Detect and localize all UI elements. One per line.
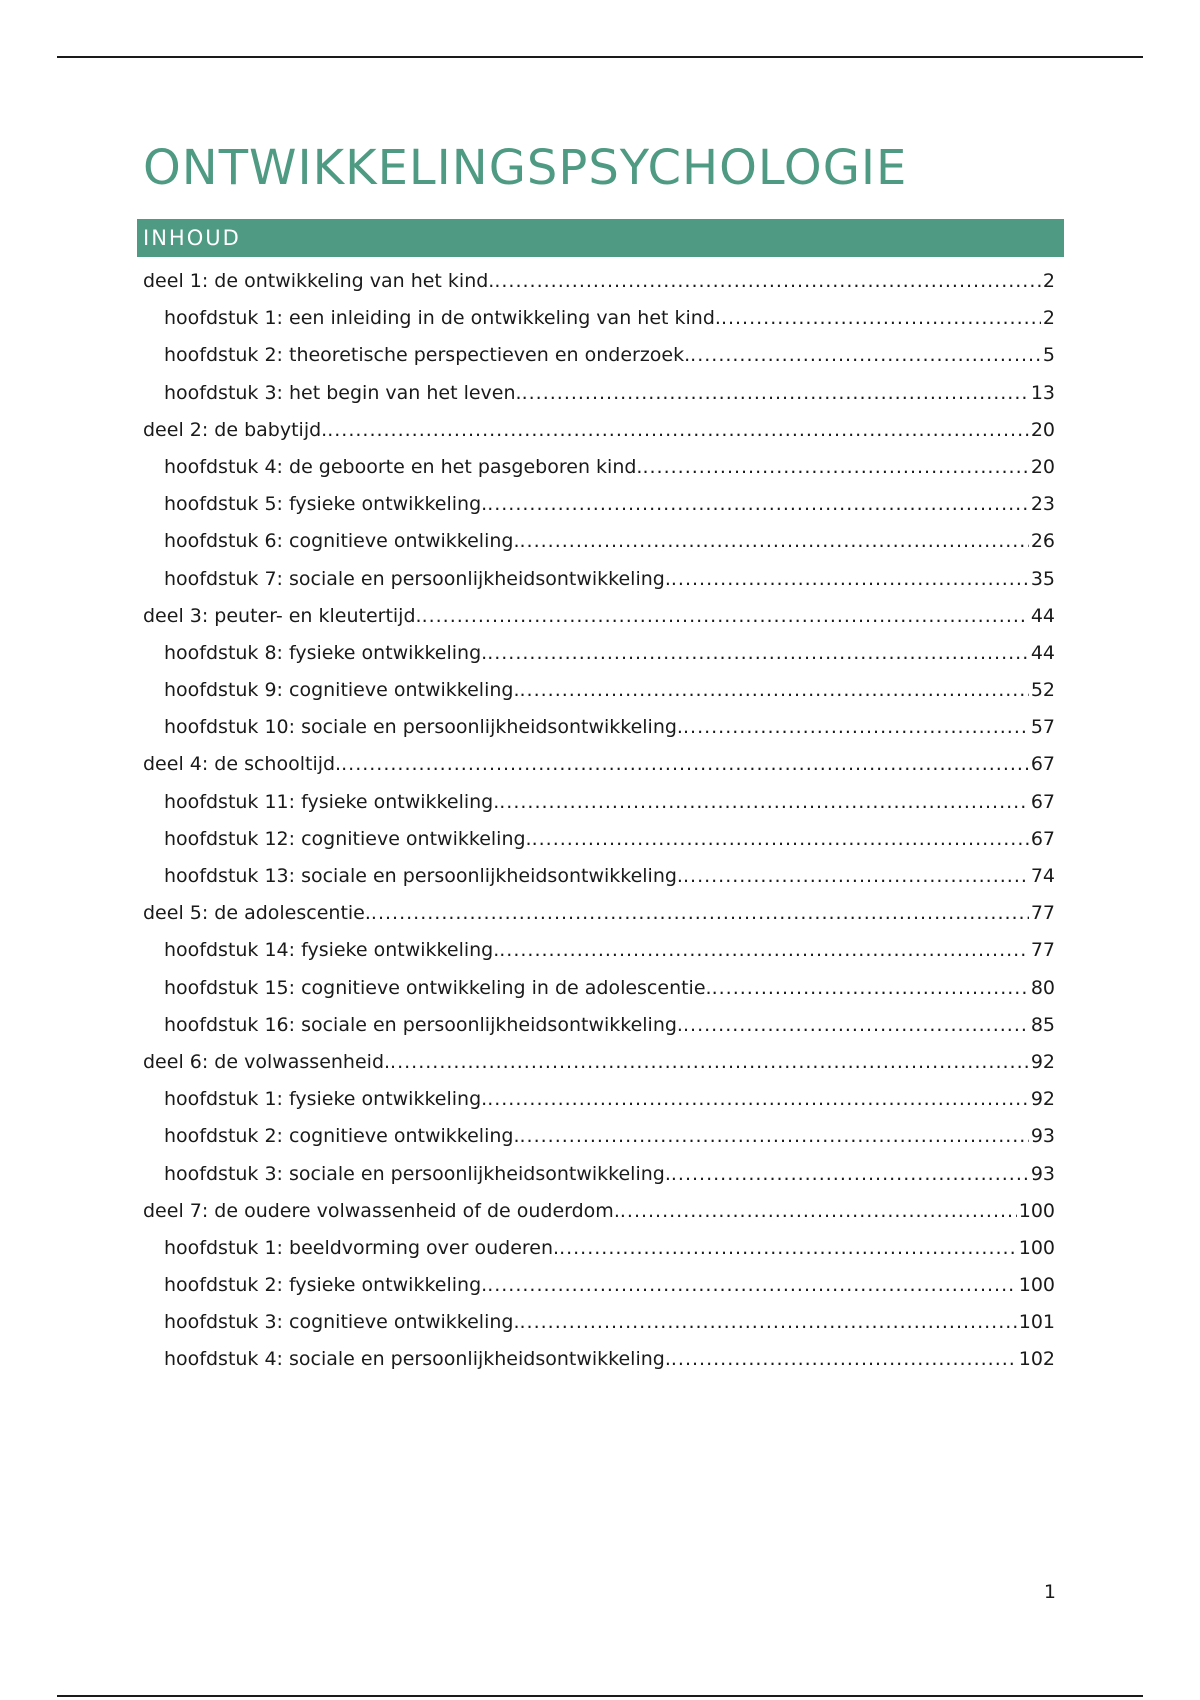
toc-entry-label: hoofdstuk 2: theoretische perspectieven en onderzoek. <box>164 344 691 367</box>
toc-dot-leader <box>327 412 1029 449</box>
toc-chapter-entry[interactable] <box>143 821 1055 858</box>
toc-chapter-entry[interactable] <box>143 1081 1055 1118</box>
toc-chapter-entry[interactable] <box>143 486 1055 523</box>
toc-entry-label: hoofdstuk 15: cognitieve ontwikkeling in de adolescentie. <box>164 976 712 999</box>
toc-dot-leader <box>671 1156 1029 1193</box>
toc-dot-leader <box>690 337 1041 374</box>
toc-dot-leader <box>422 598 1029 635</box>
toc-entry-page: 100 <box>1018 1274 1055 1297</box>
toc-part-entry[interactable] <box>143 895 1055 932</box>
toc-entry-label: deel 3: peuter- en kleutertijd. <box>143 604 422 627</box>
toc-entry-page: 74 <box>1030 865 1055 887</box>
toc-dot-leader <box>371 895 1029 932</box>
toc-entry-page: 77 <box>1030 902 1055 925</box>
toc-entry-page: 20 <box>1030 455 1055 478</box>
toc-entry-page: 100 <box>1018 1236 1055 1259</box>
toc-chapter-entry[interactable] <box>143 375 1055 412</box>
toc-dot-leader <box>671 1341 1017 1378</box>
toc-entry-page: 52 <box>1030 679 1055 702</box>
section-heading-bar <box>137 219 1064 257</box>
toc-chapter-entry[interactable] <box>143 300 1055 337</box>
toc-chapter-entry[interactable] <box>143 449 1055 486</box>
toc-entry-label: deel 2: de babytijd. <box>143 418 328 441</box>
toc-entry-page: 92 <box>1030 1088 1055 1111</box>
toc-entry-label: deel 4: de schooltijd. <box>143 753 342 776</box>
document-title: ONTWIKKELINGSPSYCHOLOGIE <box>143 140 908 196</box>
toc-entry-page: 35 <box>1030 567 1055 590</box>
toc-dot-leader <box>520 523 1029 560</box>
toc-dot-leader <box>487 1081 1029 1118</box>
toc-dot-leader <box>494 263 1041 300</box>
toc-dot-leader <box>487 635 1029 672</box>
toc-entry-page: 101 <box>1018 1311 1055 1334</box>
toc-entry-label: hoofdstuk 13: sociale en persoonlijkheidsontwikkeling. <box>164 865 683 887</box>
toc-dot-leader <box>683 858 1029 895</box>
toc-part-entry[interactable] <box>143 263 1055 300</box>
toc-part-entry[interactable] <box>143 746 1055 783</box>
toc-entry-page: 85 <box>1030 1013 1055 1036</box>
toc-chapter-entry[interactable] <box>143 784 1055 821</box>
toc-entry-label: hoofdstuk 16: sociale en persoonlijkheidsontwikkeling. <box>164 1013 683 1036</box>
toc-entry-page: 2 <box>1042 270 1055 292</box>
footer-rule <box>57 1695 1143 1697</box>
toc-dot-leader <box>620 1193 1017 1230</box>
toc-dot-leader <box>671 561 1029 598</box>
toc-entry-label: hoofdstuk 3: sociale en persoonlijkheidsontwikkeling. <box>164 1162 671 1185</box>
toc-chapter-entry[interactable] <box>143 1304 1055 1341</box>
toc-part-entry[interactable] <box>143 412 1055 449</box>
toc-entry-page: 20 <box>1030 418 1055 441</box>
toc-entry-page: 102 <box>1018 1348 1055 1371</box>
toc-entry-label: hoofdstuk 2: cognitieve ontwikkeling. <box>164 1125 520 1148</box>
toc-chapter-entry[interactable] <box>143 635 1055 672</box>
toc-entry-label: hoofdstuk 3: het begin van het leven. <box>164 381 522 404</box>
toc-chapter-entry[interactable] <box>143 1230 1055 1267</box>
toc-dot-leader <box>499 784 1029 821</box>
toc-entry-label: hoofdstuk 7: sociale en persoonlijkheidsontwikkeling. <box>164 567 671 590</box>
toc-entry-page: 44 <box>1030 604 1055 627</box>
toc-entry-page: 13 <box>1030 381 1055 404</box>
toc-entry-label: hoofdstuk 1: een inleiding in de ontwikkeling van het kind. <box>164 307 721 330</box>
section-heading: INHOUD <box>143 226 241 250</box>
toc-entry-page: 57 <box>1030 716 1055 739</box>
toc-chapter-entry[interactable] <box>143 561 1055 598</box>
toc-entry-label: hoofdstuk 9: cognitieve ontwikkeling. <box>164 679 520 702</box>
toc-dot-leader <box>642 449 1028 486</box>
toc-chapter-entry[interactable] <box>143 337 1055 374</box>
toc-entry-label: hoofdstuk 10: sociale en persoonlijkheidsontwikkeling. <box>164 716 683 739</box>
toc-chapter-entry[interactable] <box>143 1267 1055 1304</box>
toc-entry-page: 77 <box>1030 939 1055 962</box>
toc-entry-label: hoofdstuk 12: cognitieve ontwikkeling. <box>164 827 532 850</box>
toc-chapter-entry[interactable] <box>143 1156 1055 1193</box>
toc-dot-leader <box>487 486 1029 523</box>
toc-chapter-entry[interactable] <box>143 1341 1055 1378</box>
toc-entry-label: deel 1: de ontwikkeling van het kind. <box>143 270 495 292</box>
toc-chapter-entry[interactable] <box>143 970 1055 1007</box>
toc-part-entry[interactable] <box>143 1044 1055 1081</box>
toc-entry-label: deel 5: de adolescentie. <box>143 902 371 925</box>
toc-chapter-entry[interactable] <box>143 672 1055 709</box>
toc-entry-label: hoofdstuk 11: fysieke ontwikkeling. <box>164 790 500 813</box>
toc-entry-page: 5 <box>1042 344 1055 367</box>
table-of-contents <box>143 263 1055 1379</box>
toc-dot-leader <box>520 1118 1029 1155</box>
toc-entry-page: 67 <box>1030 753 1055 776</box>
toc-dot-leader <box>683 1007 1029 1044</box>
toc-entry-page: 93 <box>1030 1125 1055 1148</box>
toc-entry-page: 67 <box>1030 827 1055 850</box>
toc-entry-page: 92 <box>1030 1050 1055 1073</box>
toc-entry-label: hoofdstuk 1: beeldvorming over ouderen. <box>164 1236 560 1259</box>
toc-entry-page: 26 <box>1030 530 1055 553</box>
toc-entry-label: hoofdstuk 4: sociale en persoonlijkheidsontwikkeling. <box>164 1348 671 1371</box>
toc-dot-leader <box>520 1304 1017 1341</box>
toc-entry-label: deel 7: de oudere volwassenheid of de ouderdom. <box>143 1199 620 1222</box>
toc-chapter-entry[interactable] <box>143 858 1055 895</box>
toc-chapter-entry[interactable] <box>143 709 1055 746</box>
toc-dot-leader <box>559 1230 1017 1267</box>
toc-entry-page: 2 <box>1042 307 1055 330</box>
toc-dot-leader <box>721 300 1041 337</box>
toc-part-entry[interactable] <box>143 598 1055 635</box>
toc-entry-page: 93 <box>1030 1162 1055 1185</box>
toc-dot-leader <box>487 1267 1017 1304</box>
toc-entry-page: 80 <box>1030 976 1055 999</box>
toc-entry-page: 67 <box>1030 790 1055 813</box>
toc-dot-leader <box>712 970 1029 1007</box>
toc-dot-leader <box>520 672 1029 709</box>
page-number: 1 <box>1043 1581 1056 1603</box>
toc-entry-label: hoofdstuk 1: fysieke ontwikkeling. <box>164 1088 488 1111</box>
toc-chapter-entry[interactable] <box>143 1118 1055 1155</box>
toc-entry-label: hoofdstuk 4: de geboorte en het pasgeboren kind. <box>164 455 643 478</box>
toc-entry-label: hoofdstuk 6: cognitieve ontwikkeling. <box>164 530 520 553</box>
toc-entry-page: 23 <box>1030 493 1055 516</box>
toc-dot-leader <box>341 746 1029 783</box>
toc-entry-label: deel 6: de volwassenheid. <box>143 1050 391 1073</box>
toc-chapter-entry[interactable] <box>143 1007 1055 1044</box>
toc-entry-page: 44 <box>1030 641 1055 664</box>
toc-chapter-entry[interactable] <box>143 523 1055 560</box>
toc-entry-label: hoofdstuk 3: cognitieve ontwikkeling. <box>164 1311 520 1334</box>
toc-entry-label: hoofdstuk 2: fysieke ontwikkeling. <box>164 1274 488 1297</box>
toc-dot-leader <box>522 375 1029 412</box>
toc-chapter-entry[interactable] <box>143 932 1055 969</box>
header-rule <box>57 56 1143 58</box>
toc-entry-label: hoofdstuk 14: fysieke ontwikkeling. <box>164 939 500 962</box>
toc-part-entry[interactable] <box>143 1193 1055 1230</box>
toc-dot-leader <box>390 1044 1029 1081</box>
toc-entry-page: 100 <box>1018 1199 1055 1222</box>
toc-entry-label: hoofdstuk 5: fysieke ontwikkeling. <box>164 493 488 516</box>
toc-entry-label: hoofdstuk 8: fysieke ontwikkeling. <box>164 641 488 664</box>
toc-dot-leader <box>532 821 1029 858</box>
toc-dot-leader <box>683 709 1029 746</box>
toc-dot-leader <box>499 932 1029 969</box>
